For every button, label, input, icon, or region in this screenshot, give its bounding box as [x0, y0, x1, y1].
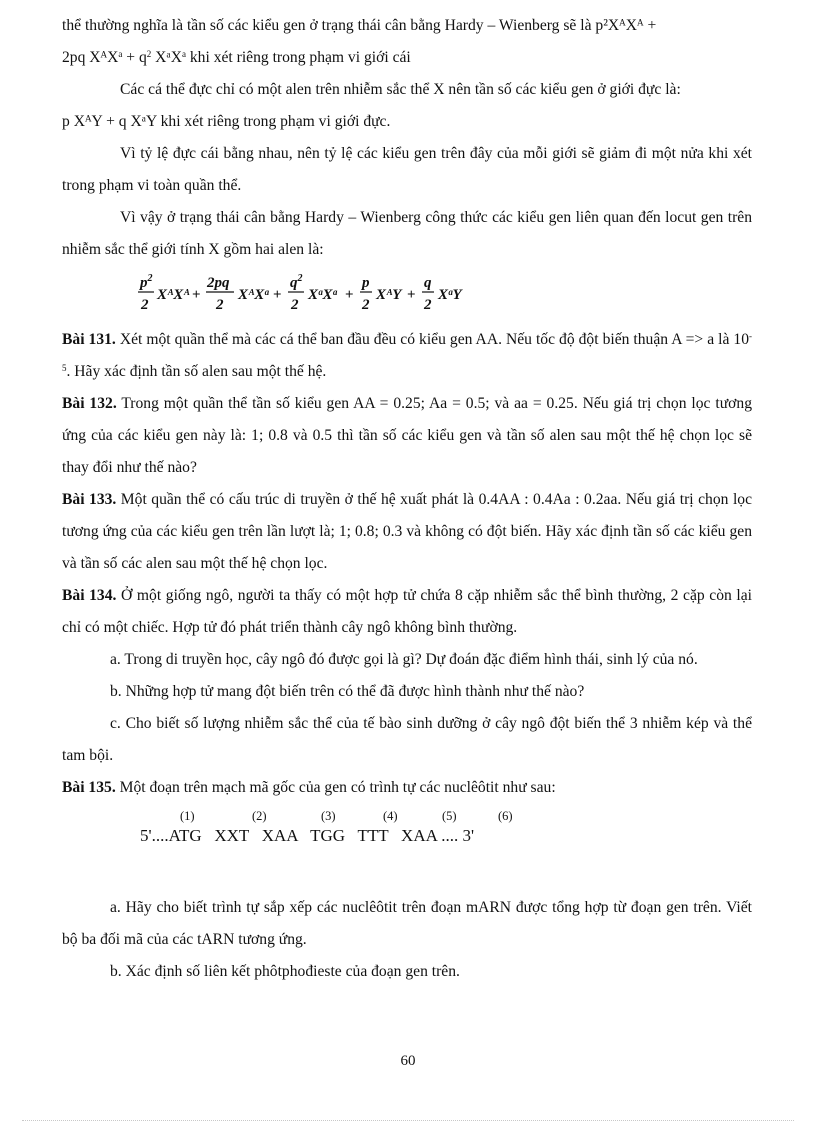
term-5	[422, 275, 463, 313]
term-3	[288, 273, 354, 313]
exercise-label: Bài 131.	[62, 331, 116, 348]
exercise-135-b: b. Xác định số liên kết phôtphođieste của đoạn gen trên.	[110, 963, 460, 980]
exercise-135	[62, 772, 752, 804]
codon-number: (4)	[383, 809, 398, 823]
svg-text:2: 2	[216, 297, 224, 313]
text-fragment: XᵃX	[151, 49, 182, 66]
page-border	[22, 1120, 794, 1121]
exercise-label: Bài 135.	[62, 779, 116, 796]
exercise-134-a: a. Trong di truyền học, cây ngô đó được gọi là gì? Dự đoán đặc điểm hình thái, sinh lý của nó.	[110, 651, 698, 668]
exercise-text: . Hãy xác định tần số alen sau một thế hệ.	[66, 363, 327, 380]
svg-text:XᵃXᵃ: XᵃXᵃ	[308, 287, 337, 303]
exercise-label: Bài 133.	[62, 491, 117, 508]
term-4	[360, 275, 416, 313]
superscript: a	[181, 49, 186, 59]
text-line: thể thường nghĩa là tần số các kiểu gen ở trạng thái cân bằng Hardy – Wienberg sẽ là p²XᴬXᴬ +	[62, 17, 657, 34]
codon-number: (5)	[442, 809, 457, 823]
text-fragment: 2pq XᴬX	[62, 49, 119, 66]
exercise-label: Bài 134.	[62, 587, 117, 604]
superscript: -5	[62, 331, 752, 373]
exercise-135-a: a. Hãy cho biết trình tự sắp xếp các nuclêôtit trên đoạn mARN được tổng hợp từ đoạn gen trên. Viết bộ ba đối mã của các tARN tương ứng.	[62, 899, 752, 948]
exercise-label: Bài 132.	[62, 395, 117, 412]
svg-text:XᴬXᴬ: XᴬXᴬ	[157, 287, 190, 303]
text-fragment: khi xét riêng trong phạm vi giới cái	[185, 49, 411, 66]
exercise-132	[62, 388, 752, 484]
svg-text:+: +	[345, 287, 354, 303]
svg-text:q2: $q^2$	[290, 273, 303, 291]
svg-text:XᴬXᵃ: XᴬXᵃ	[238, 287, 269, 303]
exercise-text: Một đoạn trên mạch mã gốc của gen có trình tự các nuclêôtit như sau:	[115, 779, 556, 796]
term-1	[138, 273, 201, 313]
term-2	[206, 275, 282, 313]
text-fragment: + q	[122, 49, 147, 66]
exercise-text: Trong một quần thể tần số kiểu gen AA = 0.25; Aa = 0.5; và aa = 0.25. Nếu giá trị chọn lọc tương ứng của các kiểu gen này là: 1; 0.8 và 0.5 thì tần số các kiểu gen và tần số alen sau một thế hệ chọn lọc sẽ thay đổi như thế nào?	[62, 395, 752, 476]
svg-text:+: +	[273, 287, 282, 303]
exercise-131	[62, 324, 752, 388]
text-line	[62, 42, 752, 74]
sequence-text: 5'....ATG XXT XAA TGG TTT XAA .... 3'	[140, 826, 475, 845]
svg-text:2pq: 2pq	[207, 275, 230, 291]
svg-text:p: p	[362, 275, 370, 291]
exercise-134-b: b. Những hợp tử mang đột biến trên có thể đã được hình thành như thế nào?	[110, 683, 585, 700]
svg-text:2: 2	[424, 297, 432, 313]
svg-text:q: q	[424, 275, 432, 291]
svg-text:2: 2	[141, 297, 149, 313]
exercise-text: Ở một giống ngô, người ta thấy có một hợp tử chứa 8 cặp nhiễm sắc thể bình thường, 2 cặp còn lại chỉ có một chiếc. Hợp tử đó phát triển thành cây ngô không bình thường.	[62, 587, 753, 636]
superscript: a	[118, 49, 123, 59]
superscript: 2	[146, 49, 152, 59]
svg-text:p2: $p^2$	[140, 273, 153, 291]
svg-text:+: +	[192, 287, 201, 303]
formula-svg	[134, 266, 514, 320]
page-number: 60	[400, 1053, 416, 1069]
exercise-text: Một quần thể có cấu trúc di truyền ở thế hệ xuất phát là 0.4AA : 0.4Aa : 0.2aa. Nếu giá trị chọn lọc tương ứng của các kiểu gen trên lần lượt là; 1; 0.8; 0.3 và không có đột biến. Hãy xác định tần số các kiểu gen và tần số các alen sau một thế hệ chọn lọc.	[62, 491, 752, 572]
hardy-weinberg-formula	[62, 266, 752, 324]
svg-text:+: +	[407, 287, 416, 303]
text-line: p XᴬY + q XᵃY khi xét riêng trong phạm vi giới đực.	[62, 113, 391, 130]
exercise-134	[62, 580, 752, 644]
exercise-text: Xét một quần thể mà các cá thể ban đầu đều có kiểu gen AA. Nếu tốc độ đột biến thuận A => a là 10	[115, 331, 749, 348]
svg-text:2: 2	[362, 297, 370, 313]
codon-number: (3)	[321, 809, 336, 823]
paragraph-conclusion: Vì vậy ở trạng thái cân bằng Hardy – Wienberg công thức các kiểu gen liên quan đến locut gen trên nhiễm sắc thể giới tính X gồm hai alen là:	[62, 209, 752, 258]
exercise-133	[62, 484, 752, 580]
document-body	[62, 10, 752, 988]
svg-text:XᵃY: XᵃY	[438, 287, 462, 303]
codon-number: (2)	[252, 809, 267, 823]
paragraph-ratio: Vì tỷ lệ đực cái bằng nhau, nên tỷ lệ các kiểu gen trên đây của mỗi giới sẽ giảm đi một nửa khi xét trong phạm vi toàn quần thể.	[62, 145, 752, 194]
paragraph-male: Các cá thể đực chỉ có một alen trên nhiễm sắc thể X nên tần số các kiểu gen ở giới đực là:	[120, 81, 681, 98]
nucleotide-sequence	[62, 804, 752, 892]
codon-number: (6)	[498, 809, 513, 823]
exercise-134-c: c. Cho biết số lượng nhiễm sắc thể của tế bào sinh dưỡng ở cây ngô đột biến thể 3 nhiễm kép và thể tam bội.	[62, 715, 752, 764]
svg-text:2: 2	[291, 297, 299, 313]
svg-text:XᴬY: XᴬY	[376, 287, 402, 303]
codon-number: (1)	[180, 809, 195, 823]
